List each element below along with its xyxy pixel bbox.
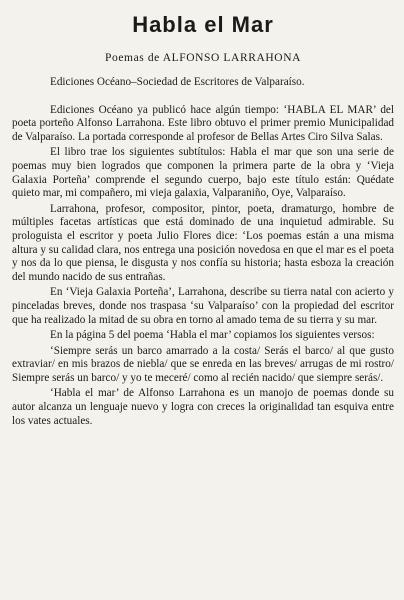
article-title: Habla el Mar	[132, 12, 274, 37]
author-paragraph: Larrahona, profesor, compositor, pintor, poeta, dramaturgo, hombre de múltiples facetas artísticas que está dominado de una inquietud admirable. Su prologuista el escritor y poeta Julio Flores dice: ‘Los poemas están a una misma altura y su calidad clara, nos entrega una posición novedosa en que el mar es el poeta y nos da lo que piensa, le disgusta y nos confía su historia; hasta esboza la creación del mundo nacido de sus entrañas.	[12, 202, 394, 283]
galaxia-paragraph: En ‘Vieja Galaxia Porteña’, Larrahona, describe su tierra natal con acierto y pinceladas breves, donde nos traspasa ‘su Valparaíso’ con la propiedad del escritor que ha realizado la mitad de su obra en torno al amado tema de su tierra y su mar.	[12, 286, 394, 326]
verses-intro-paragraph: En la página 5 del poema ‘Habla el mar’ copiamos los siguientes versos:	[50, 329, 375, 342]
subtitles-paragraph: El libro trae los siguientes subtítulos: Habla el mar que son una serie de poemas muy bien logrados que componen la primera parte de la obra y ‘Vieja Galaxia Porteña’ comprende el segundo cuerpo, bajo este título están: Quédate quieto mar, mi compañero, mi vieja galaxia, Valparaniño, Oye, Valparaíso.	[12, 146, 394, 200]
article-byline: Poemas de ALFONSO LARRAHONA	[104, 52, 302, 64]
closing-paragraph: ‘Habla el mar’ de Alfonso Larrahona es un manojo de poemas donde su autor alcanza un lenguaje nuevo y logra con creces la originalidad tan esquiva entre los vates actuales.	[12, 387, 394, 427]
publisher-paragraph: Ediciones Océano–Sociedad de Escritores de Valparaíso.	[50, 76, 305, 88]
intro-paragraph: Ediciones Océano ya publicó hace algún tiempo: ‘HABLA EL MAR’ del poeta porteño Alfonso Larrahona. Este libro obtuvo el primer premio Municipalidad de Valparaíso. La portada corresponde al profesor de Bellas Artes Ciro Silva Salas.	[12, 103, 394, 143]
verses-paragraph: ‘Siempre serás un barco amarrado a la costa/ Serás el barco/ al que gusto extraviar/ en mis brazos de niebla/ que se enreda en las breves/ arrugas de mi rostro/ Siempre serás un barco/ y yo te meceré/ como al recién nacido/ que siempre serás/.	[12, 344, 394, 384]
